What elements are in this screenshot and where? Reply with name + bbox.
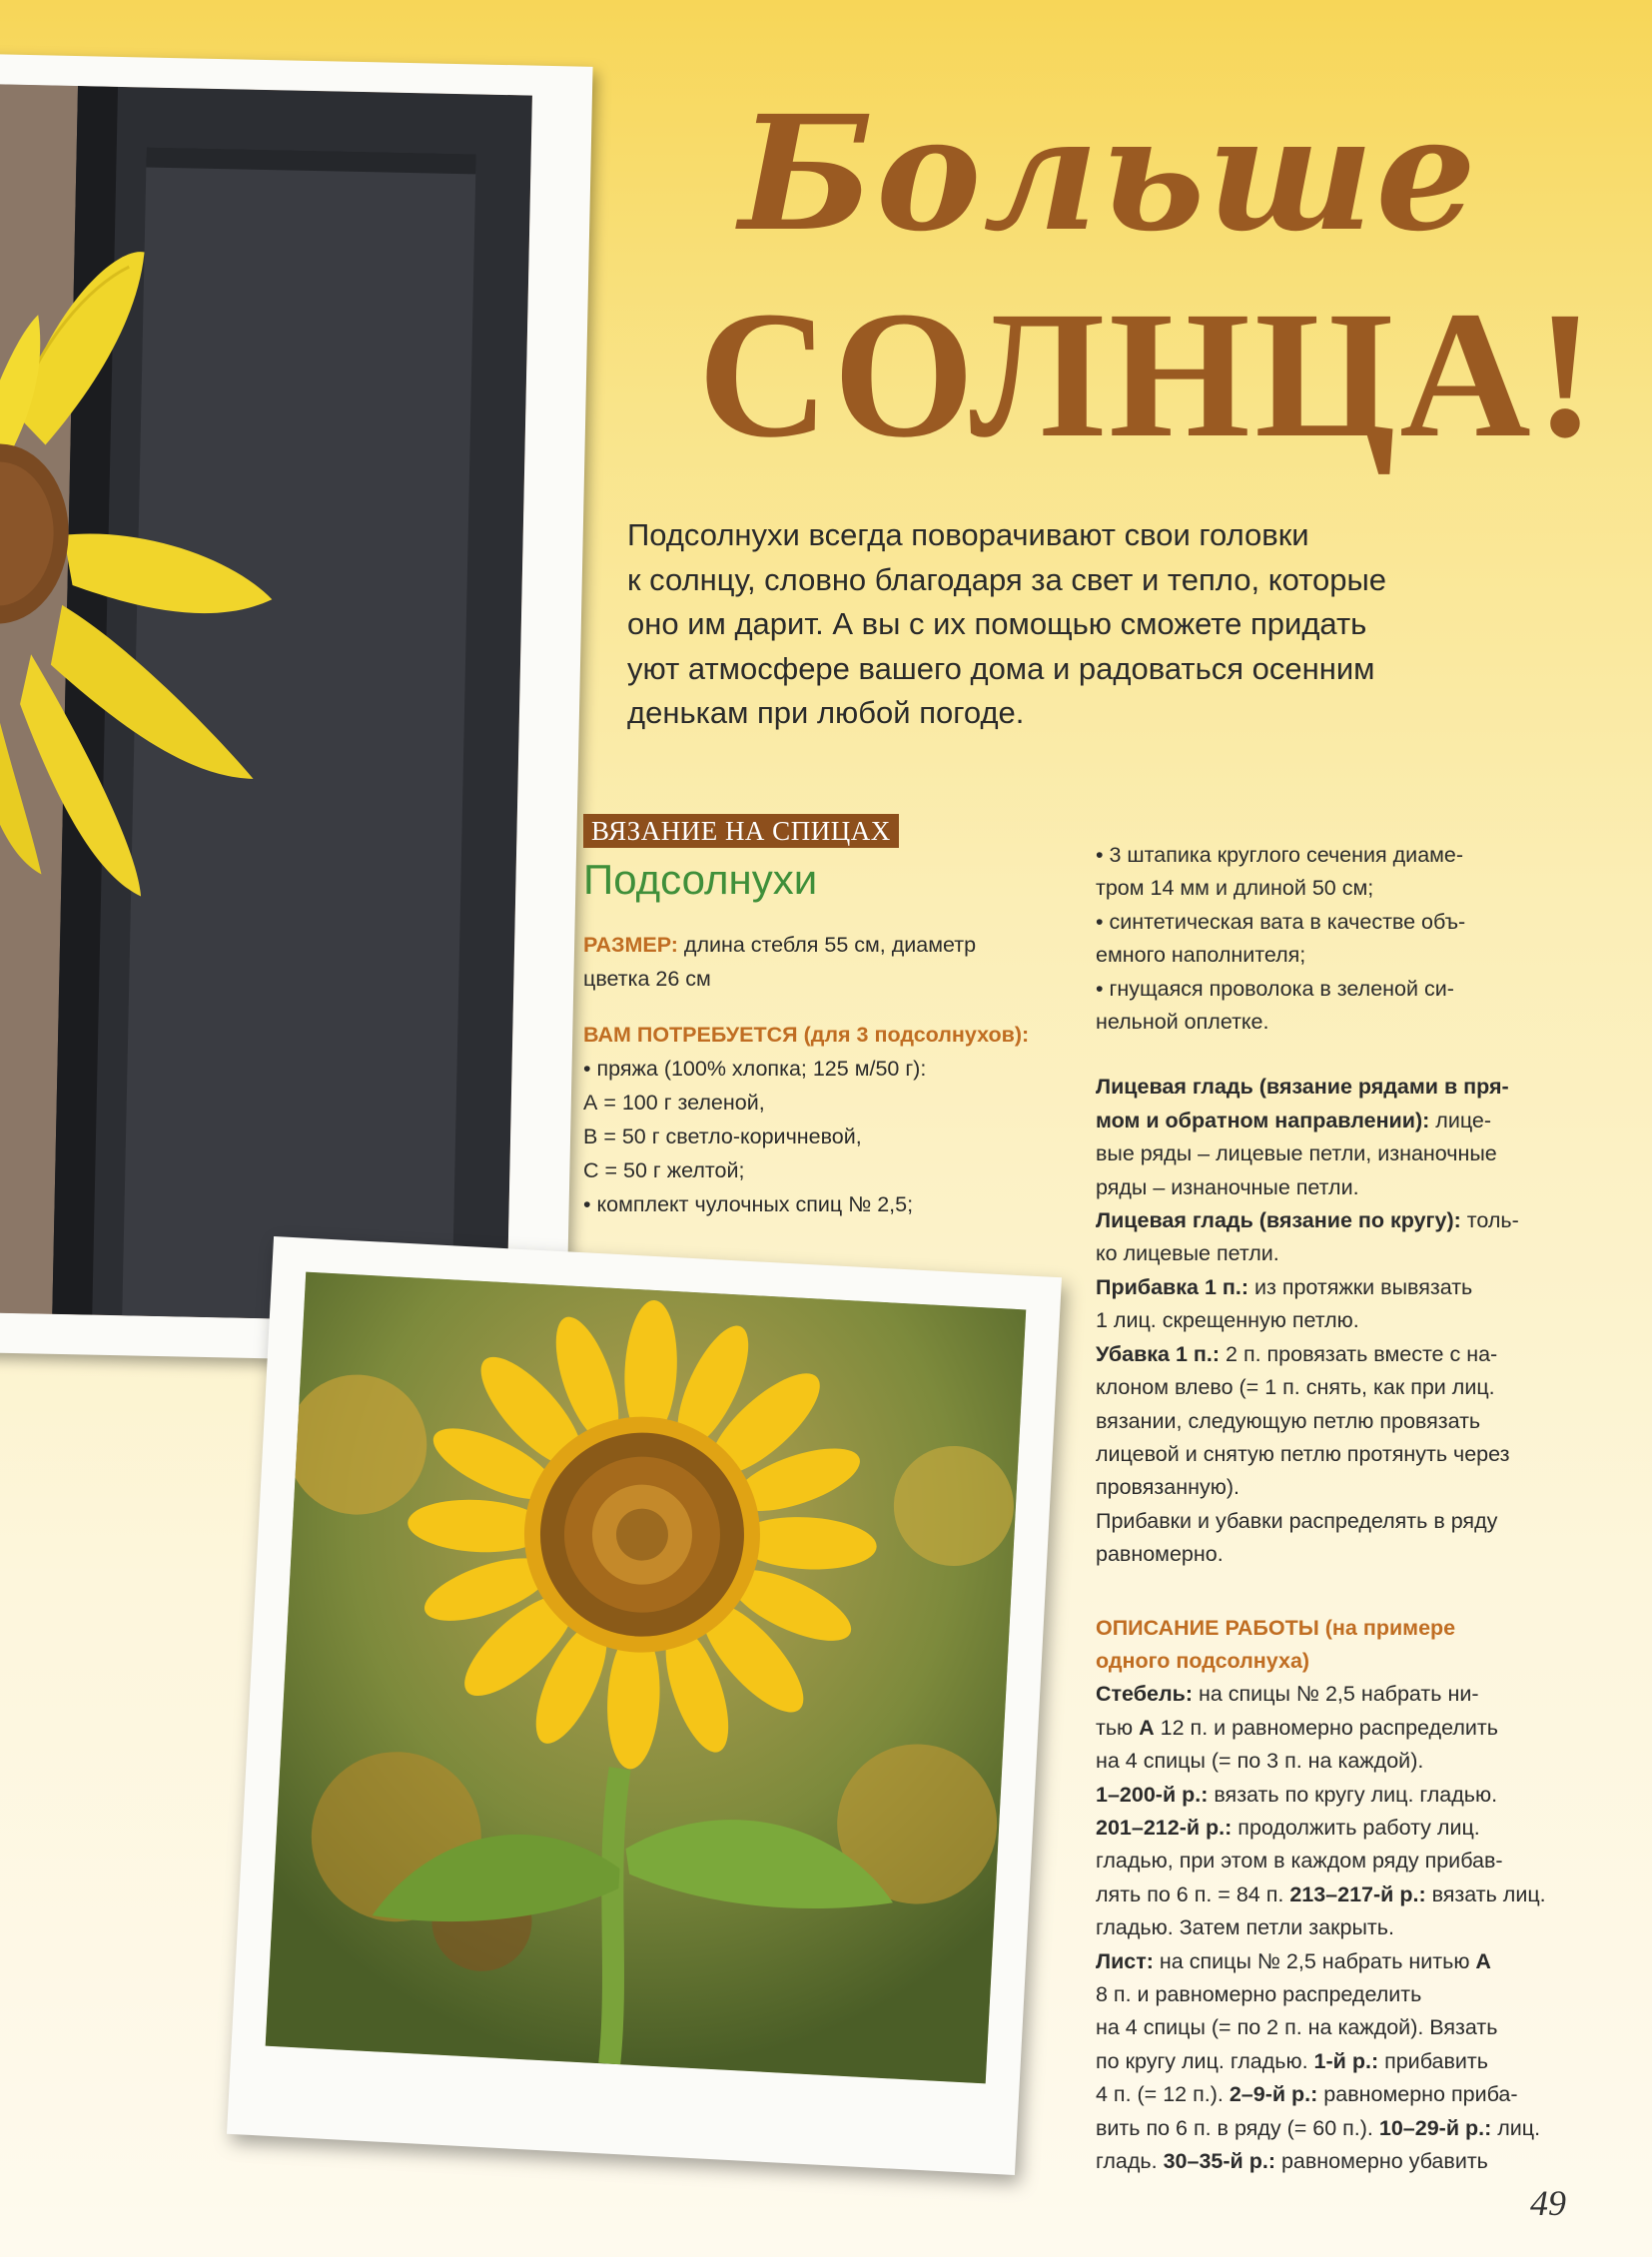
needs-more-item: • синтетическая вата в качестве объ- xyxy=(1096,909,1466,934)
size-label: РАЗМЕР: xyxy=(583,933,678,957)
technique-line: вые ряды – лицевые петли, изнаночные xyxy=(1096,1141,1497,1166)
work-text: лиц. xyxy=(1491,2115,1541,2140)
needs-more-item: нельной оплетке. xyxy=(1096,1010,1269,1035)
technique-decrease-line xyxy=(1096,1338,1605,1371)
work-text: 12 п. и равномерно распределить xyxy=(1154,1715,1498,1740)
size-line-1 xyxy=(583,928,1073,962)
work-text: вязать по кругу лиц. гладью. xyxy=(1208,1782,1498,1807)
technique-bold: Лицевая гладь (вязание по кругу): xyxy=(1096,1208,1461,1233)
right-column xyxy=(1096,839,1605,2178)
knitted-sunflower-photo xyxy=(0,84,532,1323)
work-text: равномерно приба- xyxy=(1317,2082,1518,2107)
work-line: гладью. Затем петли закрыть. xyxy=(1096,1915,1394,1940)
needs-label: ВАМ ПОТРЕБУЕТСЯ (для 3 подсолнухов): xyxy=(583,1023,1030,1047)
work-bold: А xyxy=(1475,1948,1491,1973)
work-text: 4 п. (= 12 п.). xyxy=(1096,2082,1230,2107)
technique-bold: мом и обратном направлении): xyxy=(1096,1108,1430,1132)
intro-line: денькам при любой погоде. xyxy=(627,695,1025,730)
technique-line: Прибавки и убавки распределять в ряду xyxy=(1096,1508,1498,1533)
title-line-2: СОЛНЦА! xyxy=(697,275,1600,475)
technique-stockinette-rows-heading: Лицевая гладь (вязание рядами в пря- xyxy=(1096,1075,1509,1100)
technique-line: лицевой и снятую петлю протянуть через xyxy=(1096,1441,1510,1466)
work-line xyxy=(1096,1879,1605,1911)
technique-stockinette-round-line xyxy=(1096,1204,1605,1237)
knitted-sunflower-image xyxy=(0,84,532,1323)
title-line-1: Больше xyxy=(739,82,1478,267)
work-line xyxy=(1096,1812,1605,1845)
work-text: вить по 6 п. в ряду (= 60 п.). xyxy=(1096,2115,1379,2140)
technique-line: вязании, следующую петлю провязать xyxy=(1096,1408,1481,1433)
work-line xyxy=(1096,1779,1605,1812)
technique-line: ко лицевые петли. xyxy=(1096,1241,1279,1266)
work-text: на спицы № 2,5 набрать нитью xyxy=(1153,1948,1476,1973)
left-column xyxy=(583,814,1073,1221)
work-bold: 201–212-й р.: xyxy=(1096,1815,1233,1840)
work-label-line-2: одного подсолнуха) xyxy=(1096,1648,1310,1673)
technique-line: равномерно. xyxy=(1096,1542,1224,1567)
needs-item: А = 100 г зеленой, xyxy=(583,1091,765,1115)
section-tag: ВЯЗАНИЕ НА СПИЦАХ xyxy=(583,814,899,848)
technique-text: толь- xyxy=(1460,1208,1519,1233)
sunflower-field-photo xyxy=(266,1272,1027,2084)
technique-increase-line xyxy=(1096,1271,1605,1304)
needs-item: • пряжа (100% хлопка; 125 м/50 г): xyxy=(583,1057,927,1081)
technique-line: провязанную). xyxy=(1096,1475,1239,1500)
work-line: на 4 спицы (= по 2 п. на каждой). Вязать xyxy=(1096,2015,1498,2040)
work-text: равномерно убавить xyxy=(1274,2149,1488,2174)
work-text: лять по 6 п. = 84 п. xyxy=(1096,1881,1290,1906)
work-text: прибавить xyxy=(1378,2048,1488,2073)
work-line xyxy=(1096,2078,1605,2111)
size-line-2: цветка 26 см xyxy=(583,967,711,991)
work-line: гладью, при этом в каждом ряду прибав- xyxy=(1096,1849,1503,1874)
page-number: 49 xyxy=(1530,2183,1566,2223)
work-text: на спицы № 2,5 набрать ни- xyxy=(1193,1682,1479,1707)
work-bold: 213–217-й р.: xyxy=(1289,1881,1426,1906)
sunflower-field-image xyxy=(266,1272,1027,2084)
work-bold: 1-й р.: xyxy=(1313,2048,1379,2073)
work-bold: 30–35-й р.: xyxy=(1163,2149,1275,2174)
size-text: длина стебля 55 см, диаметр xyxy=(677,933,977,957)
work-label: ОПИСАНИЕ РАБОТЫ xyxy=(1096,1615,1319,1640)
work-text: тью xyxy=(1096,1715,1140,1740)
work-text: вязать лиц. xyxy=(1425,1881,1546,1906)
technique-line: 1 лиц. скрещенную петлю. xyxy=(1096,1308,1359,1333)
needs-item: В = 50 г светло-коричневой, xyxy=(583,1125,862,1148)
needs-more-item: тром 14 мм и длиной 50 см; xyxy=(1096,876,1374,901)
work-line: 8 п. и равномерно распределить xyxy=(1096,1982,1422,2006)
needs-item: С = 50 г желтой; xyxy=(583,1158,745,1182)
work-bold: А xyxy=(1139,1715,1155,1740)
technique-text: 2 п. провязать вместе с на- xyxy=(1220,1341,1498,1366)
intro-line: Подсолнухи всегда поворачивают свои головки xyxy=(627,517,1309,552)
work-line: на 4 спицы (= по 3 п. на каждой). xyxy=(1096,1749,1424,1774)
work-line xyxy=(1096,2145,1605,2178)
work-line xyxy=(1096,1712,1605,1745)
technique-line: ряды – изнаночные петли. xyxy=(1096,1174,1359,1199)
technique-bold: Прибавка 1 п.: xyxy=(1096,1274,1248,1299)
technique-line: клоном влево (= 1 п. снять, как при лиц. xyxy=(1096,1375,1495,1400)
technique-text: из протяжки вывязать xyxy=(1248,1274,1473,1299)
intro-line: оно им дарит. А вы с их помощью сможете придать xyxy=(627,606,1367,641)
work-bold: 10–29-й р.: xyxy=(1378,2115,1492,2140)
work-line xyxy=(1096,1678,1605,1711)
technique-text: лице- xyxy=(1429,1108,1492,1132)
work-text: гладь. xyxy=(1096,2149,1164,2174)
photo-frame-sunflower-field xyxy=(227,1236,1062,2175)
work-text: по кругу лиц. гладью. xyxy=(1096,2048,1314,2073)
technique-stockinette-rows-line xyxy=(1096,1105,1605,1137)
work-line xyxy=(1096,2112,1605,2145)
work-bold: 2–9-й р.: xyxy=(1229,2082,1318,2107)
needs-item: • комплект чулочных спиц № 2,5; xyxy=(583,1192,914,1216)
work-line xyxy=(1096,1945,1605,1978)
needs-more-item: • гнущаяся проволока в зеленой си- xyxy=(1096,976,1454,1001)
work-text: продолжить работу лиц. xyxy=(1232,1815,1480,1840)
needs-more-item: • 3 штапика круглого сечения диаме- xyxy=(1096,843,1464,867)
work-bold: Стебель: xyxy=(1096,1682,1194,1707)
intro-line: к солнцу, словно благодаря за свет и тепло, которые xyxy=(627,561,1387,597)
intro-paragraph xyxy=(627,513,1506,736)
work-bold: 1–200-й р.: xyxy=(1096,1782,1209,1807)
needs-more-item: емного наполнителя; xyxy=(1096,943,1306,968)
work-label-line-1 xyxy=(1096,1612,1605,1645)
work-label-rest: (на примере xyxy=(1318,1615,1456,1640)
technique-bold: Убавка 1 п.: xyxy=(1096,1341,1221,1366)
work-line xyxy=(1096,2045,1605,2078)
work-bold: Лист: xyxy=(1096,1948,1154,1973)
section-title: Подсолнухи xyxy=(583,856,818,903)
intro-line: уют атмосфере вашего дома и радоваться осенним xyxy=(627,650,1375,686)
photo-frame-knitted-sunflower xyxy=(0,53,593,1364)
